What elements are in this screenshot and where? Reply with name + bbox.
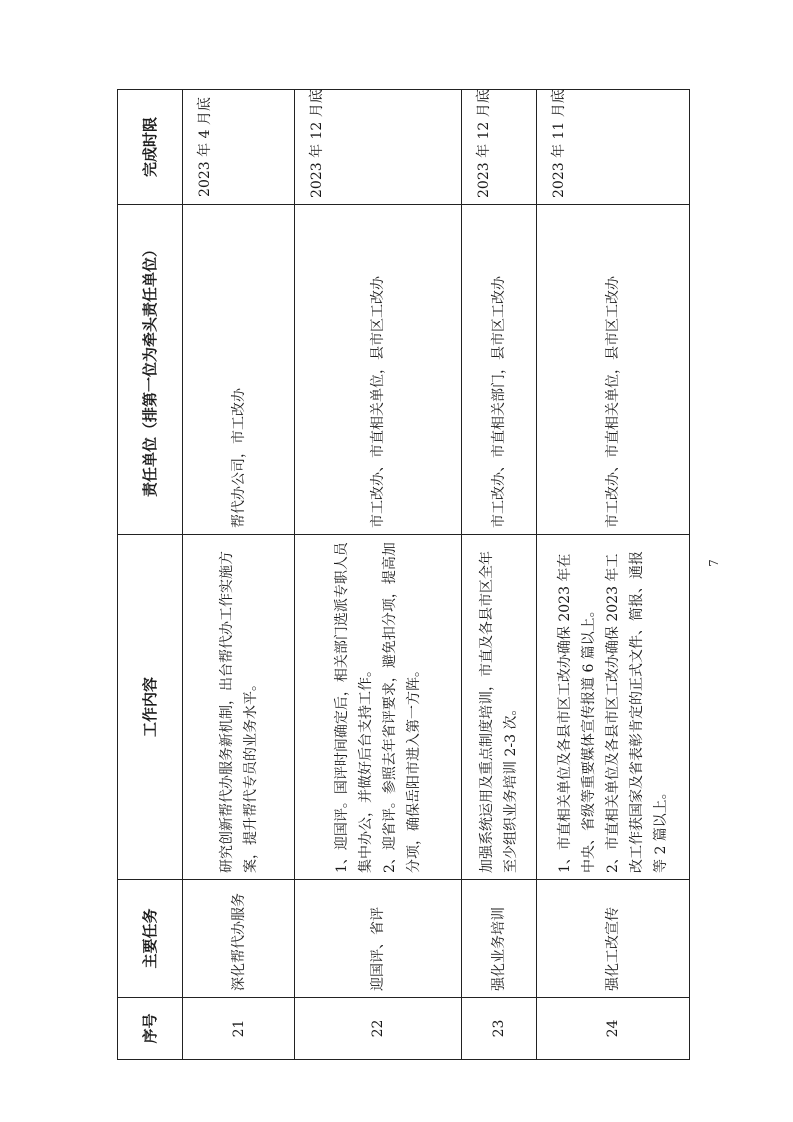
- cell-task: 强化工改宣传: [536, 880, 689, 998]
- header-content: 工作内容: [118, 535, 183, 880]
- cell-task: 强化业务培训: [461, 880, 536, 998]
- cell-deadline: 2023 年 11 月底: [536, 90, 689, 205]
- table-row: [536, 90, 689, 1060]
- content-line: 2、市直相关单位及各县市区工改办确保 2023 年工改工作获国家及省表彰肯定的正式文件、简报、通报等 2 篇以上。: [604, 551, 669, 873]
- cell-task: 深化帮代办服务: [183, 880, 295, 998]
- header-deadline: 完成时限: [118, 90, 183, 205]
- cell-no: 24: [536, 998, 689, 1060]
- cell-unit: 帮代办公司，市工改办: [183, 205, 295, 535]
- cell-unit: 市工改办、市直相关单位，县市区工改办: [536, 205, 689, 535]
- header-task: 主要任务: [118, 880, 183, 998]
- rotated-page-content: [117, 90, 690, 1060]
- cell-no: 22: [295, 998, 462, 1060]
- header-row: [118, 90, 183, 1060]
- cell-deadline: 2023 年 4 月底: [183, 90, 295, 205]
- page-number: 7: [707, 559, 721, 567]
- cell-content: [295, 535, 462, 880]
- cell-no: 23: [461, 998, 536, 1060]
- content-line: 2、迎省评。参照去年省评要求，避免扣分项，提高加分项，确保岳阳市进入第一方阵。: [382, 542, 423, 873]
- cell-content: [183, 535, 295, 880]
- content-line: 加强系统运用及重点制度培训，市直及各县市区全年至少组织业务培训 2-3 次。: [478, 551, 519, 873]
- cell-task: 迎国评、省评: [295, 880, 462, 998]
- cell-unit: 市工改办、市直相关单位，县市区工改办: [295, 205, 462, 535]
- table-row: [183, 90, 295, 1060]
- cell-deadline: 2023 年 12 月底: [461, 90, 536, 205]
- cell-unit: 市工改办、市直相关部门，县市区工改办: [461, 205, 536, 535]
- cell-no: 21: [183, 998, 295, 1060]
- task-table: [117, 89, 690, 1060]
- cell-deadline: 2023 年 12 月底: [295, 90, 462, 205]
- content-line: 研究创新帮代办服务新机制，出台帮代办工作实施方案，提升帮代专员的业务水平。: [218, 551, 259, 873]
- cell-content: [536, 535, 689, 880]
- table-row: [295, 90, 462, 1060]
- content-line: 1、迎国评。国评时间确定后，相关部门选派专职人员集中办公，并做好后台支持工作。: [334, 542, 375, 873]
- header-unit: 责任单位（排第一位为牵头责任单位）: [118, 205, 183, 535]
- header-no: 序号: [118, 998, 183, 1060]
- content-line: 1、市直相关单位及各县市区工改办确保 2023 年在中央、省级等重要媒体宣传报道 6 篇以上。: [556, 553, 597, 873]
- table-row: [461, 90, 536, 1060]
- cell-content: [461, 535, 536, 880]
